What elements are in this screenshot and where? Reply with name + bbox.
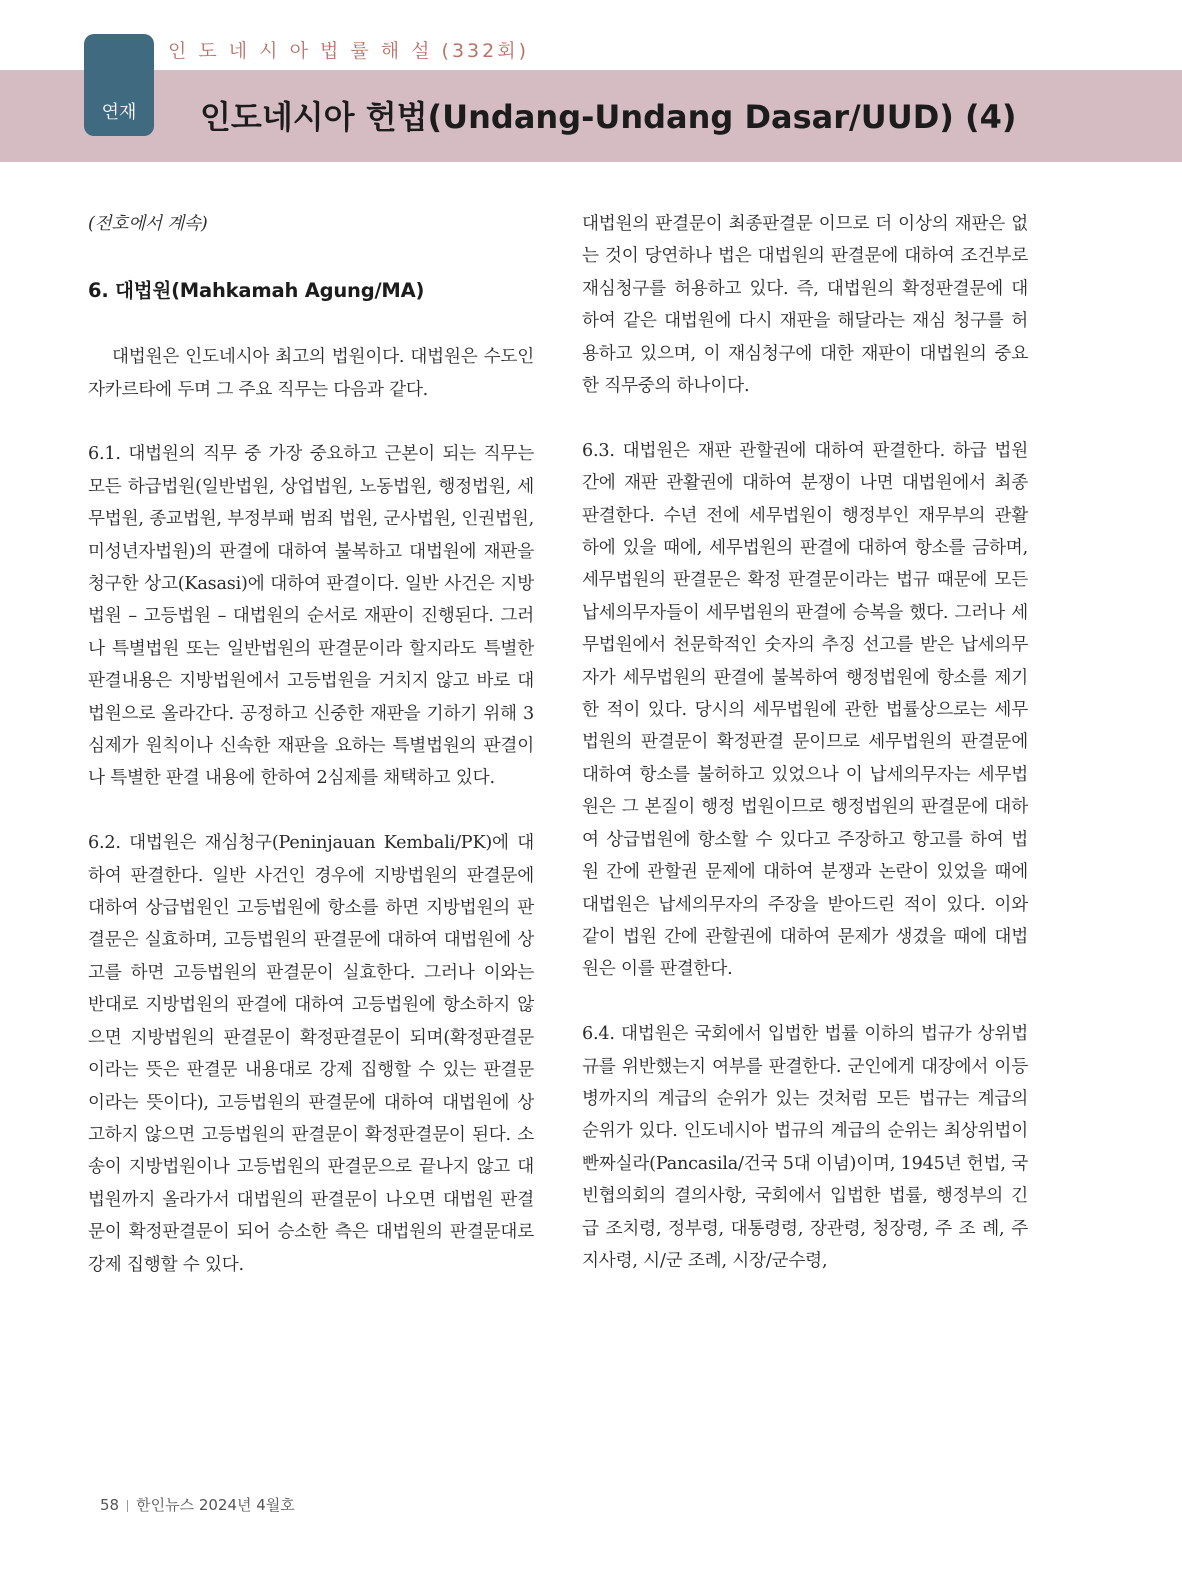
series-label: 연재 (101, 102, 137, 123)
series-tab (84, 34, 154, 136)
right-column (582, 208, 1028, 1310)
paragraph-6-3: 6.3. 대법원은 재판 관할권에 대하여 판결한다. 하급 법원 간에 재판 관활권에 대하여 분쟁이 나면 대법원에서 최종 판결한다. 수년 전에 세무법원이 행정부인 재무부의 관활 하에 있을 때에, 세무법원의 판결에 대하여 항소를 금하며, 세무법원의 판결문은 확정 판결문이라는 법규 때문에 모든 납세의무자들이 세무법원의 판결에 승복을 했다. 그러나 세무법원에서 천문학적인 숫자의 추징 선고를 받은 납세의무자가 세무법원의 판결에 불복하여 행정법원에 항소를 제기한 적이 있다. 당시의 세무법원에 관한 법률상으로는 세무법원의 판결문이 확정판결 문이므로 세무법원의 판결문에 대하여 항소를 불허하고 있었으나 이 납세의무자는 세무법원은 그 본질이 행정 법원이므로 행정법원의 판결문에 대하여 상급법원에 항소할 수 있다고 주장하고 항고를 하여 법원 간에 관할권 문제에 대하여 분쟁과 논란이 있었을 때에 대법원은 납세의무자의 주장을 받아드린 적이 있다. 이와 같이 법원 간에 관할권에 대하여 문제가 생겼을 때에 대법원은 이를 판결한다. (582, 440, 1028, 980)
publication-name: 한인뉴스 2024년 4월호 (136, 1496, 295, 1514)
paragraph-6-4: 6.4. 대법원은 국회에서 입법한 법률 이하의 법규가 상위법규를 위반했는지 여부를 판결한다. 군인에게 대장에서 이등병까지의 계급의 순위가 있는 것처럼 모든 법규는 계급의 순위가 있다. 인도네시아 법규의 계급의 순위는 최상위법이 빤짜실라(Pancasila/건국 5대 이념)이며, 1945년 헌법, 국빈협의회의 결의사항, 국회에서 입법한 법률, 행정부의 긴급 조치령, 정부령, 대통령령, 장관령, 청장령, 주 조 례, 주지사령, 시/군 조례, 시장/군수령, (582, 1024, 1028, 1271)
page-number: 58 (100, 1496, 120, 1514)
section-heading: 6. 대법원(Mahkamah Agung/MA) (88, 278, 425, 302)
page-footer (100, 1494, 295, 1515)
article-title: 인도네시아 헌법(Undang-Undang Dasar/UUD) (4) (200, 98, 1017, 136)
left-column (88, 208, 534, 1313)
paragraph-6-2: 6.2. 대법원은 재심청구(Peninjauan Kembali/PK)에 대하여 판결한다. 일반 사건인 경우에 지방법원의 판결문에 대하여 상급법원인 고등법원에 항소를 하면 지방법원의 판결문은 실효하며, 고등법원의 판결문에 대하여 대법원에 상고를 하면 고등법원의 판결문이 실효한다. 그러나 이와는 반대로 지방법원의 판결에 대하여 고등법원에 항소하지 않으면 지방법원의 판결문이 확정판결문이 되며(확정판결문이라는 뜻은 판결문 내용대로 강제 집행할 수 있는 판결문이라는 뜻이다), 고등법원의 판결문에 대하여 대법원에 상고하지 않으면 고등법원의 판결문이 확정판결문이 된다. 소송이 지방법원이나 고등법원의 판결문으로 끝나지 않고 대법원까지 올라가서 대법원의 판결문이 나오면 대법원 판결문이 확정판결문이 되어 승소한 측은 대법원의 판결문대로 강제 집행할 수 있다. (88, 833, 534, 1275)
intro-paragraph: 대법원은 인도네시아 최고의 법원이다. 대법원은 수도인 자카르타에 두며 그 주요 직무는 다음과 같다. (88, 347, 534, 400)
footer-divider (127, 1500, 128, 1512)
paragraph-continued: 대법원의 판결문이 최종판결문 이므로 더 이상의 재판은 없는 것이 당연하나 법은 대법원의 판결문에 대하여 조건부로 재심청구를 허용하고 있다. 즉, 대법원의 확정판결문에 대하여 같은 대법원에 다시 재판을 해달라는 재심 청구를 허용하고 있으며, 이 재심청구에 대한 재판이 대법원의 중요한 직무중의 하나이다. (582, 214, 1028, 397)
paragraph-6-1: 6.1. 대법원의 직무 중 가장 중요하고 근본이 되는 직무는 모든 하급법원(일반법원, 상업법원, 노동법원, 행정법원, 세무법원, 종교법원, 부정부패 범죄 법원, 군사법원, 인권법원, 미성년자법원)의 판결에 대하여 불복하고 대법원에 재판을 청구한 상고(Kasasi)에 대하여 판결이다. 일반 사건은 지방법원 – 고등법원 – 대법원의 순서로 재판이 진행된다. 그러나 특별법원 또는 일반법원의 판결문이라 할지라도 특별한 판결내용은 지방법원에서 고등법원을 거치지 않고 바로 대법원으로 올라간다. 공정하고 신중한 재판을 기하기 위해 3심제가 원칙이나 신속한 재판을 요하는 특별법원의 판결이나 특별한 판결 내용에 한하여 2심제를 채택하고 있다. (88, 444, 534, 789)
continuation-note: (전호에서 계속) (88, 214, 208, 234)
series-subtitle: 인 도 네 시 아 법 률 해 설 (332회) (168, 40, 529, 62)
